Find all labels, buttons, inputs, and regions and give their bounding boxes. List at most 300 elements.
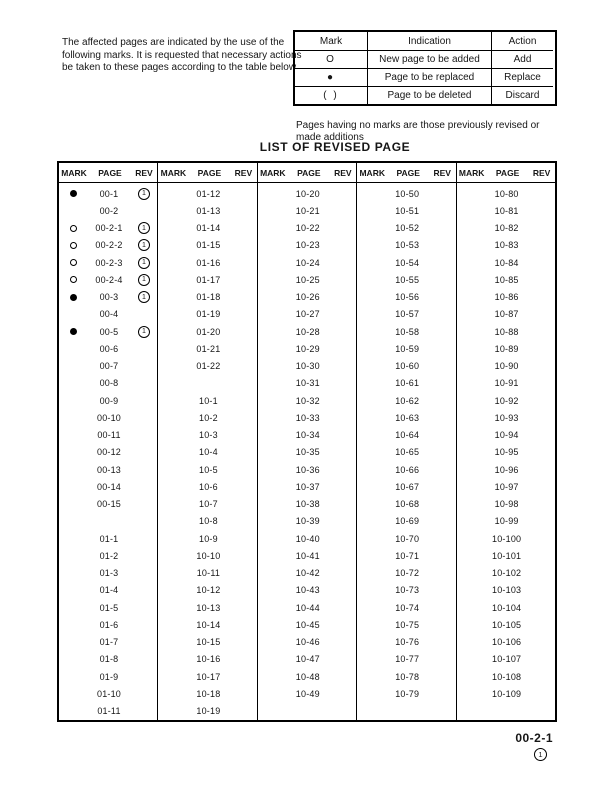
table-row — [457, 599, 555, 616]
table-row — [59, 323, 157, 340]
column-header-page: PAGE — [297, 167, 321, 178]
revised-column-group — [258, 163, 357, 720]
page-cell: 10-61 — [395, 378, 420, 389]
table-row — [258, 547, 356, 564]
table-row — [258, 444, 356, 461]
table-row — [258, 651, 356, 668]
page-cell: 01-8 — [99, 654, 119, 665]
page-cell: 10-79 — [395, 688, 420, 699]
rev-cell — [131, 222, 157, 234]
table-row — [357, 668, 455, 685]
page-cell: 10-103 — [492, 585, 522, 596]
table-row — [457, 668, 555, 685]
table-row — [357, 202, 455, 219]
table-row — [357, 461, 455, 478]
table-row — [457, 565, 555, 582]
rev-badge: 1 — [138, 222, 150, 234]
table-row — [457, 185, 555, 202]
table-row — [59, 254, 157, 271]
page-cell: 10-89 — [494, 343, 519, 354]
table-row — [59, 185, 157, 202]
legend-note: Pages having no marks are those previously revised or made additions — [296, 120, 540, 143]
table-row — [59, 444, 157, 461]
table-row — [457, 582, 555, 599]
page-cell: 01-20 — [196, 326, 221, 337]
page-cell: 10-107 — [492, 654, 522, 665]
page-cell: 10-40 — [295, 533, 320, 544]
table-row — [357, 237, 455, 254]
table-row — [158, 358, 256, 375]
page-cell: 00-1 — [99, 188, 119, 199]
mark-cell — [59, 190, 87, 197]
table-row — [59, 202, 157, 219]
table-row — [59, 289, 157, 306]
table-row — [59, 599, 157, 616]
table-row — [357, 616, 455, 633]
page-cell: 01-17 — [196, 274, 221, 285]
page-cell: 10-36 — [295, 464, 320, 475]
table-row — [158, 634, 256, 651]
page-cell: 10-15 — [196, 637, 221, 648]
table-row — [357, 651, 455, 668]
page-cell: 10-17 — [196, 671, 221, 682]
page-cell: 10-24 — [295, 257, 320, 268]
table-row — [357, 496, 455, 513]
page-cell: 01-4 — [99, 585, 119, 596]
page-cell: 01-3 — [99, 568, 119, 579]
table-row — [457, 478, 555, 495]
legend-header-mark: Mark — [295, 32, 368, 50]
table-row — [59, 634, 157, 651]
page-cell: 10-19 — [196, 706, 221, 717]
page-cell: 10-74 — [395, 602, 420, 613]
table-row — [158, 444, 256, 461]
page-cell: 10-50 — [395, 188, 420, 199]
page-cell: 10-22 — [295, 223, 320, 234]
table-row — [59, 306, 157, 323]
table-row — [59, 340, 157, 357]
table-row — [357, 565, 455, 582]
mark-cell — [59, 225, 87, 232]
table-row — [457, 358, 555, 375]
page-cell: 00-9 — [99, 395, 119, 406]
table-row — [258, 185, 356, 202]
column-header-mark: MARK — [61, 167, 87, 178]
table-row — [258, 409, 356, 426]
table-row — [457, 220, 555, 237]
page-cell: 10-54 — [395, 257, 420, 268]
table-row — [158, 289, 256, 306]
page-cell: 10-95 — [494, 447, 519, 458]
rev-cell — [131, 188, 157, 200]
page-cell: 10-10 — [196, 550, 221, 561]
legend-indication-replace: Page to be replaced — [368, 68, 492, 86]
page-cell: 10-3 — [198, 430, 218, 441]
page-cell: 10-83 — [494, 240, 519, 251]
page-cell: 00-4 — [99, 309, 119, 320]
table-row — [158, 582, 256, 599]
table-row — [457, 444, 555, 461]
group-rows — [357, 183, 455, 720]
page-cell: 10-21 — [295, 205, 320, 216]
column-header-mark: MARK — [359, 167, 385, 178]
page-cell: 10-37 — [295, 481, 320, 492]
table-row — [457, 634, 555, 651]
page-cell: 10-90 — [494, 361, 519, 372]
table-row — [457, 271, 555, 288]
open-circle-mark-icon — [70, 225, 77, 232]
page-cell: 10-16 — [196, 654, 221, 665]
page-cell: 01-15 — [196, 240, 221, 251]
page-cell: 10-25 — [295, 274, 320, 285]
page-cell: 10-48 — [295, 671, 320, 682]
rev-badge: 1 — [138, 274, 150, 286]
page-cell: 10-87 — [494, 309, 519, 320]
page-cell: 00-14 — [96, 481, 122, 492]
table-row — [258, 582, 356, 599]
table-row — [357, 289, 455, 306]
page-cell: 10-108 — [492, 671, 522, 682]
page-cell: 10-43 — [295, 585, 320, 596]
table-row — [357, 547, 455, 564]
rev-badge: 1 — [138, 326, 150, 338]
page-cell: 10-102 — [492, 568, 522, 579]
page-cell: 01-16 — [196, 257, 221, 268]
table-row — [158, 685, 256, 702]
column-header-mark: MARK — [160, 167, 187, 178]
page-cell: 10-20 — [295, 188, 320, 199]
table-row — [357, 530, 455, 547]
table-row — [357, 634, 455, 651]
page-cell: 10-26 — [295, 292, 320, 303]
mark-cell — [59, 259, 87, 266]
table-row — [158, 616, 256, 633]
group-header-row — [457, 163, 555, 183]
table-row — [59, 685, 157, 702]
table-row — [59, 461, 157, 478]
page-cell: 10-92 — [494, 395, 519, 406]
table-row — [258, 427, 356, 444]
page-cell: 10-63 — [395, 412, 420, 423]
page-cell: 10-4 — [198, 447, 218, 458]
mark-cell — [59, 294, 87, 301]
table-row — [357, 375, 455, 392]
page-cell: 10-76 — [395, 637, 420, 648]
intro-paragraph: The affected pages are indicated by the use of the following marks. It is requested that necessary actions be taken to these pages according to the table below — [62, 37, 302, 73]
column-header-mark: MARK — [458, 167, 485, 178]
filled-circle-mark-icon — [70, 190, 77, 197]
revised-pages-table — [57, 161, 557, 722]
page-cell: 00-2-2 — [95, 240, 123, 251]
page-cell: 10-46 — [295, 637, 320, 648]
page-cell: 10-91 — [494, 378, 519, 389]
legend-indication-add: New page to be added — [368, 50, 492, 68]
footer-rev-badge: 1 — [534, 748, 547, 761]
table-row — [59, 271, 157, 288]
table-row — [357, 306, 455, 323]
table-row — [59, 582, 157, 599]
table-row — [158, 237, 256, 254]
page-cell: 10-58 — [395, 326, 420, 337]
table-row — [59, 616, 157, 633]
table-row — [357, 185, 455, 202]
legend-header-action: Action — [508, 35, 537, 47]
table-row — [457, 547, 555, 564]
page-cell: 10-97 — [494, 481, 519, 492]
page-cell: 00-11 — [97, 430, 121, 441]
page-cell: 10-62 — [395, 395, 420, 406]
page-cell: 10-53 — [395, 240, 420, 251]
page-cell: 10-86 — [494, 292, 519, 303]
table-row — [258, 668, 356, 685]
column-header-rev: REV — [234, 167, 253, 178]
mark-legend-table — [293, 30, 557, 106]
column-header-page: PAGE — [98, 167, 122, 178]
table-row — [357, 271, 455, 288]
table-row — [357, 358, 455, 375]
table-row — [59, 392, 157, 409]
page-cell: 10-11 — [196, 568, 221, 579]
rev-cell — [131, 239, 157, 251]
mark-cell — [59, 276, 87, 283]
rev-cell — [131, 274, 157, 286]
group-header-row — [59, 163, 157, 183]
page-cell: 01-9 — [99, 671, 119, 682]
page-cell: 10-60 — [395, 361, 420, 372]
table-row — [59, 703, 157, 720]
page-cell: 10-5 — [198, 464, 218, 475]
revised-column-group — [158, 163, 257, 720]
page-cell: 00-8 — [99, 378, 119, 389]
open-circle-mark-icon — [70, 259, 77, 266]
legend-mark-delete-icon: ( ) — [295, 86, 368, 104]
page-cell: 01-5 — [99, 602, 119, 613]
column-header-mark: MARK — [260, 167, 286, 178]
page-cell: 10-77 — [395, 654, 420, 665]
page-cell: 10-82 — [494, 223, 519, 234]
page-cell: 00-12 — [96, 447, 122, 458]
page-cell: 10-32 — [295, 395, 320, 406]
mark-cell — [59, 242, 87, 249]
page-cell: 10-105 — [492, 619, 522, 630]
table-row — [258, 530, 356, 547]
page-cell: 00-2-4 — [95, 274, 123, 285]
table-row — [59, 427, 157, 444]
page-cell: 01-2 — [99, 550, 119, 561]
page-cell: 10-28 — [295, 326, 320, 337]
page-cell: 10-100 — [492, 533, 522, 544]
column-header-page: PAGE — [396, 167, 420, 178]
table-row — [457, 202, 555, 219]
open-circle-mark-icon — [70, 276, 77, 283]
table-row — [457, 323, 555, 340]
page-cell: 00-3 — [99, 292, 119, 303]
page-cell: 01-7 — [99, 637, 119, 648]
page-cell: 10-88 — [494, 326, 519, 337]
table-row — [59, 358, 157, 375]
page-cell: 10-66 — [395, 464, 420, 475]
page-cell: 10-64 — [395, 430, 420, 441]
table-row — [457, 616, 555, 633]
table-row — [357, 340, 455, 357]
page-cell: 10-75 — [395, 619, 420, 630]
page-cell: 10-57 — [395, 309, 420, 320]
table-row — [457, 409, 555, 426]
page-cell: 00-10 — [96, 412, 122, 423]
page-cell: 10-56 — [395, 292, 420, 303]
table-row — [258, 237, 356, 254]
table-row — [357, 685, 455, 702]
column-header-rev: REV — [334, 167, 352, 178]
table-row — [158, 271, 256, 288]
page-cell: 10-101 — [492, 550, 522, 561]
table-row — [357, 582, 455, 599]
page-cell: 00-5 — [99, 326, 119, 337]
legend-action-replace: Replace — [492, 68, 553, 86]
table-row — [59, 496, 157, 513]
table-row — [59, 651, 157, 668]
footer-page-number: 00-2-1 — [515, 731, 553, 745]
page-cell: 10-12 — [196, 585, 221, 596]
page-cell: 01-10 — [96, 688, 122, 699]
rev-cell — [131, 291, 157, 303]
table-row — [59, 668, 157, 685]
table-row — [258, 685, 356, 702]
page-cell: 10-84 — [494, 257, 519, 268]
page-cell: 01-11 — [97, 706, 121, 717]
table-row — [258, 375, 356, 392]
legend-action-add: Add — [492, 50, 553, 68]
page-cell: 10-27 — [295, 309, 320, 320]
table-row — [158, 254, 256, 271]
page-cell: 10-99 — [494, 516, 519, 527]
page-cell: 10-81 — [494, 205, 519, 216]
page-cell: 10-80 — [494, 188, 519, 199]
table-row — [457, 289, 555, 306]
page-cell: 10-94 — [494, 430, 519, 441]
column-header-page: PAGE — [495, 167, 520, 178]
table-row — [258, 289, 356, 306]
table-row — [158, 547, 256, 564]
page-title: LIST OF REVISED PAGE — [259, 140, 411, 154]
table-row — [258, 220, 356, 237]
page-cell: 10-104 — [492, 602, 522, 613]
rev-badge: 1 — [138, 188, 150, 200]
page-cell: 10-51 — [395, 205, 420, 216]
page-cell: 10-9 — [198, 533, 218, 544]
page-cell: 10-96 — [494, 464, 519, 475]
legend-mark-replace-icon: ● — [295, 68, 368, 86]
table-row — [457, 340, 555, 357]
table-row — [59, 565, 157, 582]
table-row — [457, 375, 555, 392]
page-cell: 10-98 — [494, 499, 519, 510]
page-cell: 00-2 — [99, 205, 119, 216]
rev-badge: 1 — [138, 257, 150, 269]
page-cell: 10-33 — [295, 412, 320, 423]
page-cell: 10-47 — [295, 654, 320, 665]
table-row — [357, 599, 455, 616]
legend-action-delete: Discard — [492, 86, 553, 104]
table-row — [457, 530, 555, 547]
column-header-rev: REV — [135, 167, 153, 178]
table-row — [158, 668, 256, 685]
open-circle-mark-icon — [70, 242, 77, 249]
table-row — [258, 496, 356, 513]
table-row — [357, 323, 455, 340]
page-cell: 10-69 — [395, 516, 420, 527]
page-cell: 10-59 — [395, 343, 420, 354]
table-row — [158, 323, 256, 340]
table-row — [357, 427, 455, 444]
page-cell: 10-68 — [395, 499, 420, 510]
page-cell: 10-7 — [198, 499, 218, 510]
table-row — [59, 478, 157, 495]
group-header-row — [357, 163, 455, 183]
page-cell: 00-2-1 — [95, 223, 123, 234]
table-row — [158, 599, 256, 616]
rev-cell — [131, 326, 157, 338]
table-row — [357, 513, 455, 530]
page-cell: 10-67 — [395, 481, 420, 492]
page-cell: 10-70 — [395, 533, 420, 544]
revised-column-group — [59, 163, 158, 720]
table-row — [357, 392, 455, 409]
table-row — [457, 254, 555, 271]
group-rows — [59, 183, 157, 720]
group-rows — [457, 183, 555, 720]
table-row — [258, 599, 356, 616]
page-cell: 10-106 — [492, 637, 522, 648]
table-row — [158, 651, 256, 668]
table-row — [357, 220, 455, 237]
table-row — [59, 375, 157, 392]
rev-badge: 1 — [138, 239, 150, 251]
table-row — [258, 254, 356, 271]
page-cell: 10-2 — [198, 412, 218, 423]
table-row — [258, 323, 356, 340]
page-cell: 10-109 — [492, 688, 522, 699]
page-cell: 01-19 — [196, 309, 221, 320]
table-row — [59, 237, 157, 254]
page-cell: 01-13 — [196, 205, 221, 216]
page-cell: 01-22 — [196, 361, 221, 372]
table-row — [59, 220, 157, 237]
page-cell: 00-15 — [96, 499, 122, 510]
table-row — [158, 375, 256, 392]
page-cell: 10-71 — [395, 550, 420, 561]
page-cell: 10-85 — [494, 274, 519, 285]
table-row — [357, 478, 455, 495]
table-row — [258, 461, 356, 478]
page-cell: 10-78 — [395, 671, 420, 682]
table-row — [457, 461, 555, 478]
table-row — [158, 340, 256, 357]
page-cell: 10-65 — [395, 447, 420, 458]
page-cell: 10-42 — [295, 568, 320, 579]
table-row — [59, 409, 157, 426]
table-row — [258, 306, 356, 323]
table-row — [258, 271, 356, 288]
legend-indication-delete: Page to be deleted — [368, 86, 492, 104]
table-row — [158, 202, 256, 219]
table-row — [457, 392, 555, 409]
page-cell: 00-2-3 — [95, 257, 123, 268]
page-cell: 10-52 — [395, 223, 420, 234]
page-cell: 00-7 — [99, 361, 119, 372]
table-row — [158, 478, 256, 495]
table-row — [258, 478, 356, 495]
